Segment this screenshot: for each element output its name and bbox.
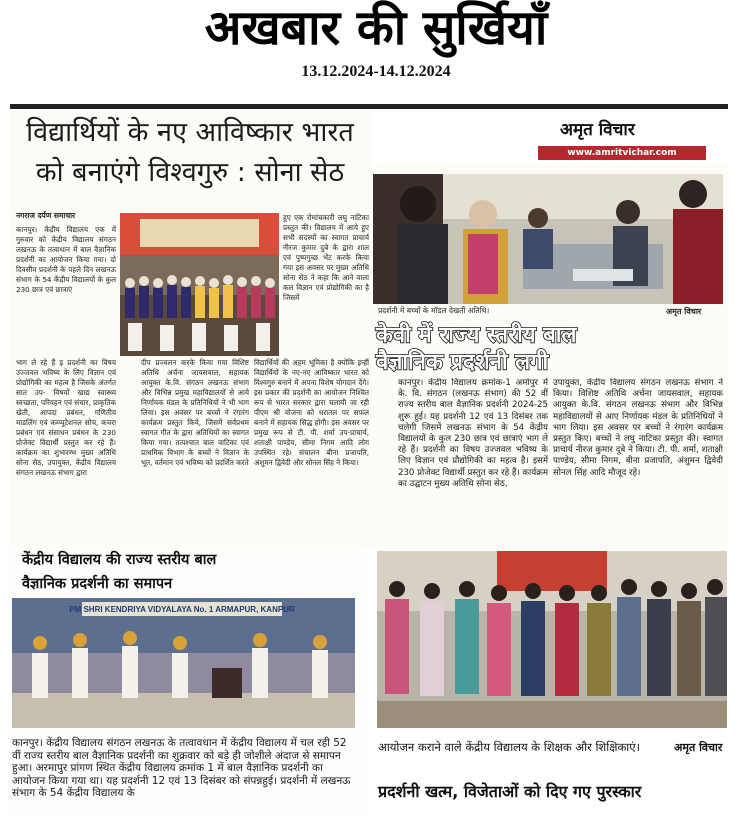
clip3-headline-line2: वैज्ञानिक प्रदर्शनी का समापन	[22, 576, 173, 592]
clip1-headline-line1: विद्यार्थियों के नए आविष्कार भारत	[26, 117, 354, 148]
clip1-col1: भाग ले रहे हैं इ प्रदर्शनी का विषय उज्जवल भविष्य के लिए विज्ञान एवं प्रोद्योगिकी का महत्व है जिसके अंतर्गत सात उप- विषयों खाद्य स्वास्थ्य स्वच्छता, परिवहन एवं संचार, प्राकृतिक खेती, आपदा प्रबंधन, गणितीय माडलिंग एवं कम्प्यूटेशनल सोच, कचरा प्रबंधन एवं संसाधन प्रबंधन के 230 प्रोजेक्ट विद्यार्थी प्रस्तुत कर रहे हैं। कार्यक्रम का शुभारम्भ मुख्य अतिथि सोना सेठ, उपायुक्त, केंद्रीय विद्यालय संगठन लखनऊ संभाग द्वारा	[16, 358, 116, 477]
page-title: अखबार की सुर्खियाँ	[204, 0, 548, 56]
logo-name: अमृत विचार	[560, 120, 635, 140]
clip1-para-left: कानपुर। केंद्रीय विद्यालय एक में गुरुवार को केंद्रीय विद्यालय संगठन लखनऊ के तत्वाधान में बाल वैज्ञानिक प्रदर्शनी का आयोजन किया गया। दो दिवसीय प्रदर्शनी के पहले दिन लखनऊ संभाग के 54 केंद्रीय विद्यालयों के कुल 230 छात्र एवं छात्राएं	[16, 225, 116, 294]
clip4-photo-caption: आयोजन कराने वाले केंद्रीय विद्यालय के शिक्षक और शिक्षिकाएं।	[378, 740, 641, 754]
clip1-photo	[120, 213, 279, 356]
clip1-byline: नगराज दर्पण समाचार	[16, 211, 76, 220]
clip3-headline	[22, 548, 352, 596]
masthead	[0, 0, 752, 90]
logo-url: www.amritvichar.com	[538, 146, 706, 160]
clip1-para-right-top: हुए एक रोमांचकारी लघु नाटिका प्रस्तुत की। विद्यालय में आये हुए सभी सदस्यों का स्वागत प्राचार्य नीरज कुमार दुबे के द्वारा शाल एवं पुष्पगुच्छ भेंट करके किया गया इस अवसर पर मुख्य अतिथि सोना सेठ ने कहा कि आने वाला कल विज्ञान एवं प्रोद्योगिकी का है जिसमें	[283, 213, 369, 302]
clip1-col2: दीप प्रज्वलन करके किया गया विशिष्ट अतिथि अर्चना जायसवाल, सहायक आयुक्त के.वि. संगठन लखनऊ संभाग और विभिन्न प्रमुख महाविद्यालयों से आये निर्णायक मंडल के प्रतिनिधियों ने भी भाग लिया। इस अवसर पर बच्चों ने रंगारंग कार्यक्रम प्रस्तुत किये, जिसमें सर्वप्रथम स्वागत गीत के द्वारा अतिथियों का स्वागत किया गया। तत्पश्चात बाल वाटिका एवं प्राथमिक विभाग के बच्चों ने विज्ञान के भूत, वर्तमान एवं भविष्य को प्रदर्शित करते	[141, 358, 249, 467]
clip4-headline: प्रदर्शनी खत्म, विजेताओं को दिए गए पुरस्कार	[378, 782, 642, 801]
clip2-headline-line1: केवी में राज्य स्तरीय बाल	[376, 323, 577, 348]
clip3-headline-line1: केंद्रीय विद्यालय की राज्य स्तरीय बाल	[22, 552, 217, 568]
clip1-col3: विद्यार्थियों की अहम भूमिका है क्योंकि इन्हीं विद्यार्थियों के नए-नए आविष्कार भारत को विश्वगुरु बनाने में अपना विशेष योगदान देंगे। इस प्रकार की प्रदर्शनी का आयोजन निश्चित रूप से भारत सरकार द्वारा चलायी जा रही पीएम श्री योजना को धरातल पर सफल बनाने में सहायक सिद्ध होगी। इस अवसर पर प्रमुख रूप से टी. पी. शर्मा उप-प्राचार्य, शताक्षी पाण्डेय, सीमा निगम आदि लोग उपस्थित रहे। संचालन बीना प्रजापति, अंशुमन द्विवेदी और सोनल सिंह ने किया।	[254, 358, 369, 467]
clip2-brand: अमृत विचार	[666, 307, 702, 316]
clip2-col2: उपायुक्त, केंद्रीय विद्यालय संगठन लखनऊ संभाग ने किया। विशिष्ट अतिथि अर्चना जायसवाल, सहायक आयुक्त के.वि. संगठन लखनऊ संभाग और विभिन्न महाविद्यालयों से आए निर्णायक मंडल के प्रतिनिधियों ने भाग लिया। इस अवसर पर बच्चों ने रंगारंग कार्यक्रम प्रस्तुत किए। बच्चों ने लघु नाटिका प्रस्तुत की। स्वागत प्राचार्य नीरज कुमार दुबे ने किया। टी. पी. शर्मा, शताक्षी पाण्डेय, सीमा निगम, बीना प्रजापति, अंशुमन द्विवेदी सोनल सिंह आदि मौजूद रहे।	[553, 378, 723, 478]
clip2-headline	[376, 322, 726, 376]
clip4-photo	[377, 551, 727, 728]
clip3-photo	[12, 598, 355, 728]
clip1-headline	[10, 113, 370, 193]
clip1-headline-line2: को बनाएंगे विश्वगुरु : सोना सेठ	[35, 157, 345, 188]
clip3-banner-text: PM SHRI KENDRIYA VIDYALAYA No. 1 ARMAPUR, KANPUR	[69, 605, 295, 614]
top-rule	[10, 104, 728, 109]
clip2-photo	[373, 174, 723, 304]
clip2-photo-caption: प्रदर्शनी में बच्चों के मॉडल देखतीं अतिथि।	[378, 306, 490, 315]
clip4-brand: अमृत विचार	[674, 741, 723, 754]
clip2-col1: कानपुर। केंद्रीय विद्यालय क्रमांक-1 अर्मापुर में के. वि. संगठन (लखनऊ संभाग) की 52 वीं राज्य स्तरीय बाल वैज्ञानिक प्रदर्शनी 2024-25 शुरू हुई। यह प्रदर्शनी 12 एवं 13 दिसंबर तक चलेगी जिसमें लखनऊ संभाग के 54 केंद्रीय विद्यालयों के कुल 230 छात्र एवं छात्राएं भाग ले रहे हैं। प्रदर्शनी का विषय उज्जवल भविष्य के लिए विज्ञान एवं प्रौद्योगिकी का महत्व है। इसमें 230 प्रोजेक्ट विद्यार्थी प्रस्तुत कर रहे हैं। कार्यक्रम का उद्घाटन मुख्य अतिथि सोना सेठ,	[398, 378, 548, 489]
date-range: 13.12.2024-14.12.2024	[301, 63, 451, 80]
clip3-body: कानपुर। केंद्रीय विद्यालय संगठन लखनऊ के तत्वावधान में केंद्रीय विद्यालय में चल रही 52 वीं राज्य स्तरीय बाल वैज्ञानिक प्रदर्शनी का शुक्रवार को बड़े ही जोशीले अंदाज से समापन हुआ। अरमापुर प्रांगण स्थित केंद्रीय विद्यालय क्रमांक 1 में बाल वैज्ञानिक प्रदर्शनी का आयोजन किया गया था। यह प्रदर्शनी 12 एवं 13 दिसंबर को संपन्नहुई। प्रदर्शनी में लखनऊ संभाग के 54 केंद्रीय विद्यालय के	[12, 737, 351, 799]
clip2-headline-line2: वैज्ञानिक प्रदर्शनी लगी	[376, 350, 549, 375]
